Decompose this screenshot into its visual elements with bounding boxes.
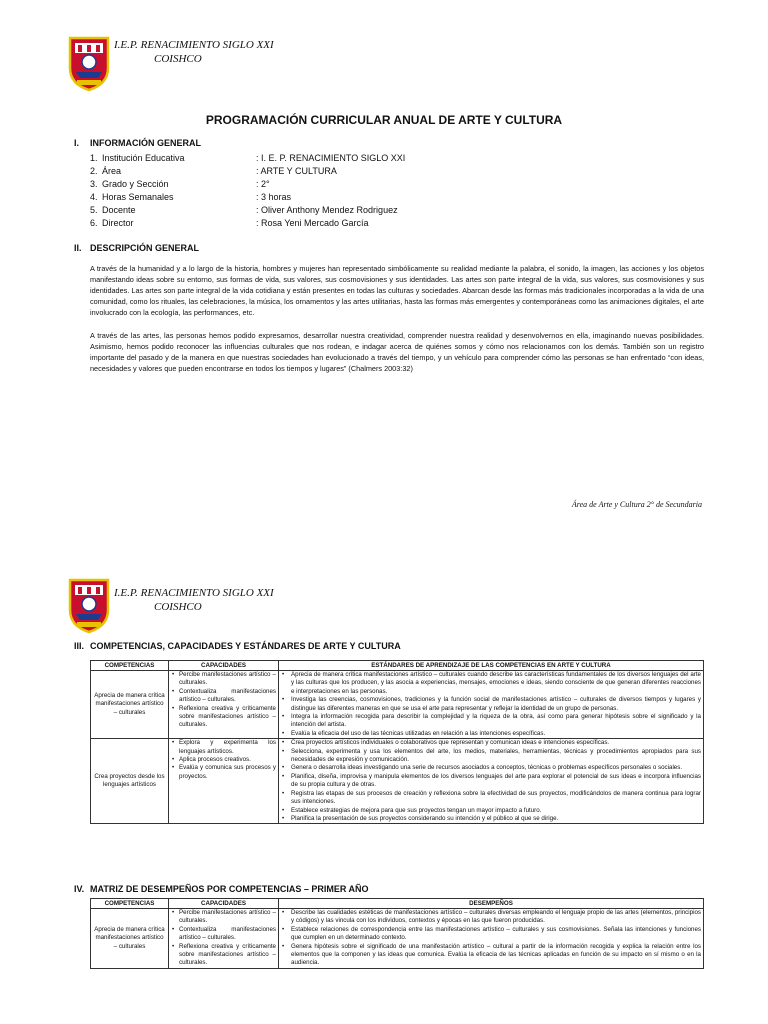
list-item: • Aprecia de manera crítica manifestaciones artístico – culturales cuando describe las características fundamentales de los diversos lenguajes del arte y las culturas que los producen, y las asocia a experiencias, mensajes, emociones e ideas, siendo consciente de que generan diferentes reacciones e interpretaciones en las personas. bbox=[281, 671, 701, 696]
school-name: I.E.P. RENACIMIENTO SIGLO XXI bbox=[114, 39, 274, 51]
school-header bbox=[114, 586, 274, 614]
info-row: 6. Director : Rosa Yeni Mercado García bbox=[90, 218, 369, 228]
description-paragraph-2: A través de las artes, las personas hemos podido expresarnos, desarrollar nuestra creatividad, comprender nuestra realidad y desenvolvernos en ella, imaginando nuevas posibilidades. Asimismo, hemos podido reconocer las influencias culturales que nos rodean, e indagar acerca de quiénes somos y cómo nos relacionamos con los demás. También son un registro importante del pasado y de la manera en que nuestras sociedades han evolucionado a través del tiempo, y un vehículo para comprender cómo las personas se han enfrentado “con ideas, necesidades y valores que pueden encontrarse en todos los tiempos y lugares” (Chalmers 2003:32) bbox=[90, 331, 704, 373]
standards-cell bbox=[279, 671, 704, 739]
school-logo bbox=[66, 34, 112, 92]
section-1-heading: I. INFORMACIÓN GENERAL bbox=[74, 138, 201, 148]
list-item: • Contextualiza manifestaciones artístico – culturales. bbox=[171, 688, 276, 705]
list-item: • Explora y experimenta los lenguajes artísticos. bbox=[171, 739, 276, 756]
list-item: • Describe las cualidades estéticas de manifestaciones artístico – culturales diversas empleando el lenguaje propio de las artes (elementos, principios y códigos) y las vincula con los individuos, contextos y épocas en las que fueron producidas. bbox=[281, 909, 701, 926]
list-item: • Reflexiona creativa y críticamente sobre manifestaciones artístico – culturales. bbox=[171, 705, 276, 730]
list-item: • Evalúa la eficacia del uso de las técnicas utilizadas en relación a las intenciones específicas. bbox=[281, 730, 701, 738]
info-row: 2. Área : ARTE Y CULTURA bbox=[90, 166, 337, 176]
column-header: CAPACIDADES bbox=[169, 899, 279, 909]
table-header-row bbox=[91, 661, 704, 671]
list-item: • Establece estrategias de mejora para que sus proyectos tengan un mayor impacto a futuro. bbox=[281, 807, 701, 815]
school-location: COISHCO bbox=[154, 53, 202, 65]
list-item: • Planifica, diseña, improvisa y manipula elementos de los diversos lenguajes del arte para explorar el potencial de sus ideas e incorpora influencias de su propia cultura y de otras. bbox=[281, 773, 701, 790]
page-footer-note: Área de Arte y Cultura 2° de Secundaria bbox=[571, 500, 702, 509]
list-item: • Integra la información recogida para describir la complejidad y la riqueza de la obra, así como para generar hipótesis sobre el significado y la intención del artista. bbox=[281, 713, 701, 730]
school-name: I.E.P. RENACIMIENTO SIGLO XXI bbox=[114, 587, 274, 599]
info-row: 5. Docente : Oliver Anthony Mendez Rodriguez bbox=[90, 205, 398, 215]
list-item: • Crea proyectos artísticos individuales o colaborativos que representan y comunican ideas e intenciones específicas. bbox=[281, 739, 701, 747]
column-header: CAPACIDADES bbox=[169, 661, 279, 671]
list-item: • Genera o desarrolla ideas investigando una serie de recursos asociados a conceptos, técnicas o problemas específicos personales o sociales. bbox=[281, 764, 701, 772]
list-item: • Establece relaciones de correspondencia entre las manifestaciones artístico – culturales y sus cosmovisiones. Señala las intenciones y funciones que cumplen en un determinado contexto. bbox=[281, 926, 701, 943]
list-item: • Evalúa y comunica sus procesos y proyectos. bbox=[171, 764, 276, 781]
school-logo bbox=[66, 576, 112, 634]
table-row bbox=[91, 739, 704, 824]
school-location: COISHCO bbox=[154, 601, 202, 613]
standards-cell bbox=[279, 739, 704, 824]
list-item: • Planifica la presentación de sus proyectos considerando su intención y el público al que se dirige. bbox=[281, 815, 701, 823]
list-item: • Registra las etapas de sus procesos de creación y reflexiona sobre la efectividad de sus proyectos, modificándolos de manera continua para lograr sus intenciones. bbox=[281, 790, 701, 807]
list-item: • Aplica procesos creativos. bbox=[171, 756, 276, 764]
school-header bbox=[114, 38, 274, 66]
info-row: 1. Institución Educativa : I. E. P. RENACIMIENTO SIGLO XXI bbox=[90, 153, 406, 163]
performance-cell bbox=[279, 909, 704, 969]
competency-cell: Crea proyectos desde los lenguajes artísticos bbox=[91, 739, 169, 824]
standards-table bbox=[90, 660, 704, 824]
table-row bbox=[91, 671, 704, 739]
info-row: 4. Horas Semanales : 3 horas bbox=[90, 192, 292, 202]
document-title: PROGRAMACIÓN CURRICULAR ANUAL DE ARTE Y CULTURA bbox=[205, 113, 563, 127]
section-4-heading: IV. MATRIZ DE DESEMPEÑOS POR COMPETENCIAS – PRIMER AÑO bbox=[74, 884, 369, 894]
capacities-cell bbox=[169, 739, 279, 824]
performance-table bbox=[90, 898, 704, 969]
table-row bbox=[91, 909, 704, 969]
list-item: • Contextualiza manifestaciones artístico – culturales. bbox=[171, 926, 276, 943]
competency-cell: Aprecia de manera crítica manifestaciones artístico – culturales bbox=[91, 909, 169, 969]
list-item: • Investiga las creencias, cosmovisiones, tradiciones y la función social de manifestaciones artístico – culturales de diversos tiempos y lugares y distingue las diferentes maneras en que se usa el arte para representar y reflejar la identidad de un grupo de personas. bbox=[281, 696, 701, 713]
list-item: • Percibe manifestaciones artístico – culturales. bbox=[171, 671, 276, 688]
section-2-heading: II. DESCRIPCIÓN GENERAL bbox=[74, 243, 200, 253]
list-item: • Percibe manifestaciones artístico – culturales. bbox=[171, 909, 276, 926]
info-row: 3. Grado y Sección : 2° bbox=[90, 179, 270, 189]
list-item: • Selecciona, experimenta y usa los elementos del arte, los medios, materiales, herramientas, técnicas y procedimientos apropiados para sus necesidades de expresión y comunicación. bbox=[281, 748, 701, 765]
table-header-row bbox=[91, 899, 704, 909]
column-header: COMPETENCIAS bbox=[91, 661, 169, 671]
column-header: ESTÁNDARES DE APRENDIZAJE DE LAS COMPETENCIAS EN ARTE Y CULTURA bbox=[279, 661, 704, 671]
description-paragraph-1: A través de la humanidad y a lo largo de la historia, hombres y mujeres han representado simbólicamente su realidad mediante la palabra, el sonido, la imagen, las acciones y los objetos manifestando ideas sobre su entorno, sus formas de vida, sus valores, sus cosmovisiones y sus identidades. Las artes son parte integral de la vida, sus valores, sus cosmovisiones y sus identidades. Las artes son parte integral de la vida cotidiana y están presentes en todas las culturas y sociedades. Abarcan desde las formas más tradicionales incorporadas a la vida de una comunidad, como los rituales, las celebraciones, la música, los ornamentos y las artes utilitarias, hasta las formas más emergentes y contemporáneas como las animaciones digitales, el arte involucrado con la ecología, las performances, etc. bbox=[90, 264, 704, 317]
column-header: DESEMPEÑOS bbox=[279, 899, 704, 909]
section-3-heading: III. COMPETENCIAS, CAPACIDADES Y ESTÁNDARES DE ARTE Y CULTURA bbox=[74, 641, 401, 651]
column-header: COMPETENCIAS bbox=[91, 899, 169, 909]
general-info-list bbox=[90, 152, 690, 230]
capacities-cell bbox=[169, 671, 279, 739]
capacities-cell bbox=[169, 909, 279, 969]
competency-cell: Aprecia de manera crítica manifestaciones artístico – culturales bbox=[91, 671, 169, 739]
list-item: • Reflexiona creativa y críticamente sobre manifestaciones artístico – culturales. bbox=[171, 943, 276, 968]
list-item: • Genera hipótesis sobre el significado de una manifestación artístico – cultural a partir de la información recogida y explica la relación entre los elementos que la componen y las ideas que comunica. Evalúa la eficacia de las técnicas aplicadas en función de su impacto en sí mismo o en la audiencia. bbox=[281, 943, 701, 968]
